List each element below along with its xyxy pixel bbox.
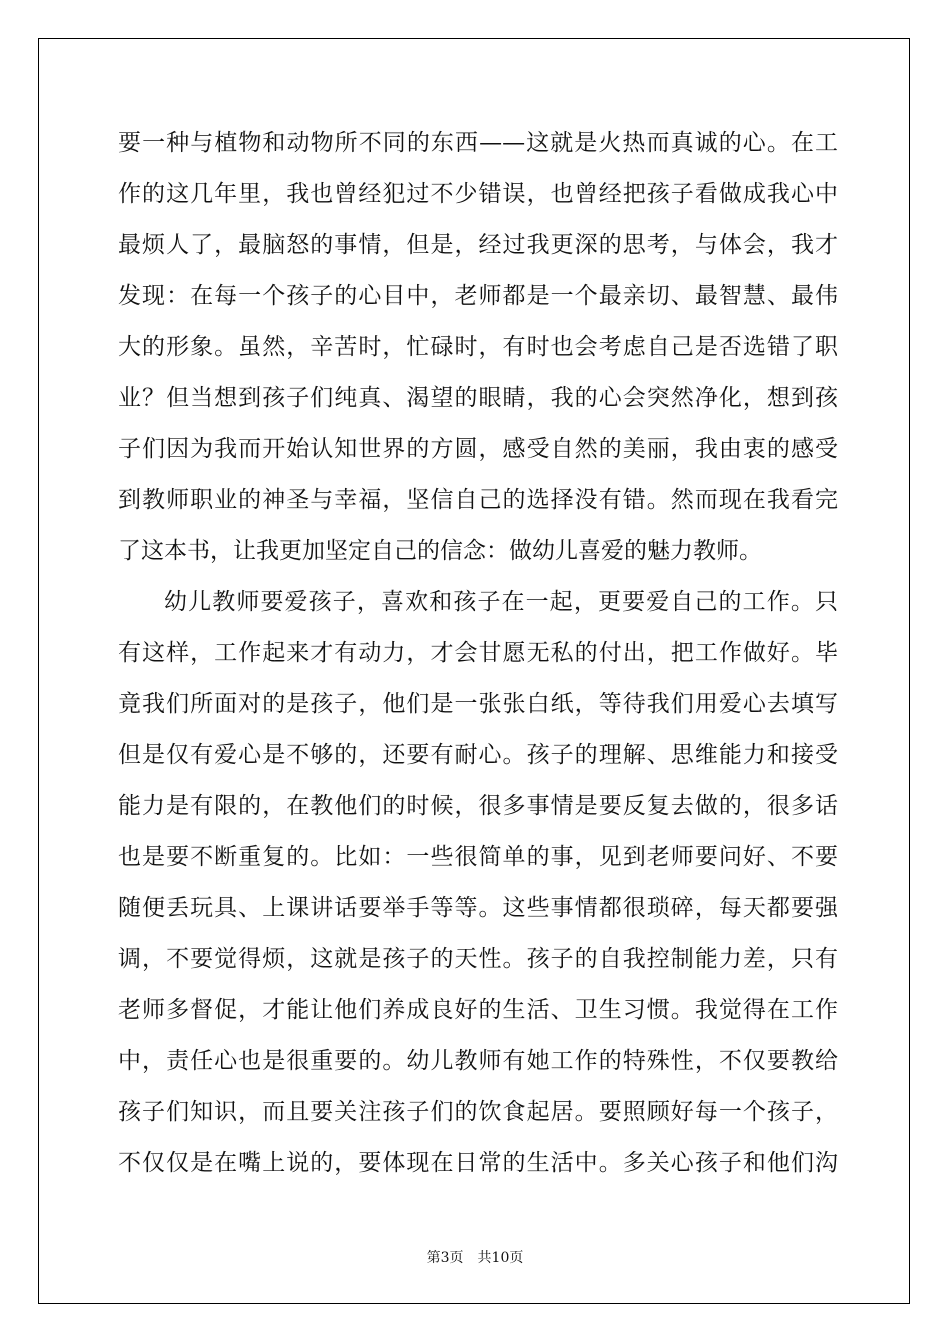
text-line: 老师多督促，才能让他们养成良好的生活、卫生习惯。我觉得在工作: [118, 997, 838, 1023]
text-line: 调，不要觉得烦，这就是孩子的天性。孩子的自我控制能力差，只有: [118, 946, 838, 972]
text-line: 了这本书，让我更加坚定自己的信念：做幼儿喜爱的魅力教师。: [118, 538, 762, 564]
text-line: 子们因为我而开始认知世界的方圆，感受自然的美丽，我由衷的感受: [118, 436, 838, 462]
text-line: 大的形象。虽然，辛苦时，忙碌时，有时也会考虑自己是否选错了职: [118, 334, 838, 360]
text-line: 有这样，工作起来才有动力，才会甘愿无私的付出，把工作做好。毕: [118, 640, 838, 666]
text-line: 发现：在每一个孩子的心目中，老师都是一个最亲切、最智慧、最伟: [118, 283, 838, 309]
text-line: 但是仅有爱心是不够的，还要有耐心。孩子的理解、思维能力和接受: [118, 742, 838, 768]
text-line: 要一种与植物和动物所不同的东西——这就是火热而真诚的心。在工: [118, 130, 838, 156]
text-line: 作的这几年里，我也曾经犯过不少错误，也曾经把孩子看做成我心中: [118, 181, 838, 207]
page-total: 共10页: [477, 1250, 524, 1266]
text-line: 竟我们所面对的是孩子，他们是一张张白纸，等待我们用爱心去填写: [118, 691, 838, 717]
paragraph-1: [118, 118, 838, 577]
text-line: 最烦人了，最脑怒的事情，但是，经过我更深的思考，与体会，我才: [118, 232, 838, 258]
paragraph-2: [118, 577, 838, 1189]
document-body: [118, 118, 838, 1189]
text-line: 孩子们知识，而且要关注孩子们的饮食起居。要照顾好每一个孩子，: [118, 1099, 838, 1125]
text-line: 不仅仅是在嘴上说的，要体现在日常的生活中。多关心孩子和他们沟: [118, 1150, 838, 1176]
text-line: 幼儿教师要爱孩子，喜欢和孩子在一起，更要爱自己的工作。只: [164, 589, 838, 615]
page-footer: [0, 1247, 950, 1267]
text-line: 业？但当想到孩子们纯真、渴望的眼睛，我的心会突然净化，想到孩: [118, 385, 838, 411]
text-line: 随便丢玩具、上课讲话要举手等等。这些事情都很琐碎，每天都要强: [118, 895, 838, 921]
page-number: 第3页: [426, 1250, 464, 1266]
text-line: 也是要不断重复的。比如：一些很简单的事，见到老师要问好、不要: [118, 844, 838, 870]
text-line: 能力是有限的，在教他们的时候，很多事情是要反复去做的，很多话: [118, 793, 838, 819]
text-line: 中，责任心也是很重要的。幼儿教师有她工作的特殊性，不仅要教给: [118, 1048, 838, 1074]
text-line: 到教师职业的神圣与幸福，坚信自己的选择没有错。然而现在我看完: [118, 487, 838, 513]
